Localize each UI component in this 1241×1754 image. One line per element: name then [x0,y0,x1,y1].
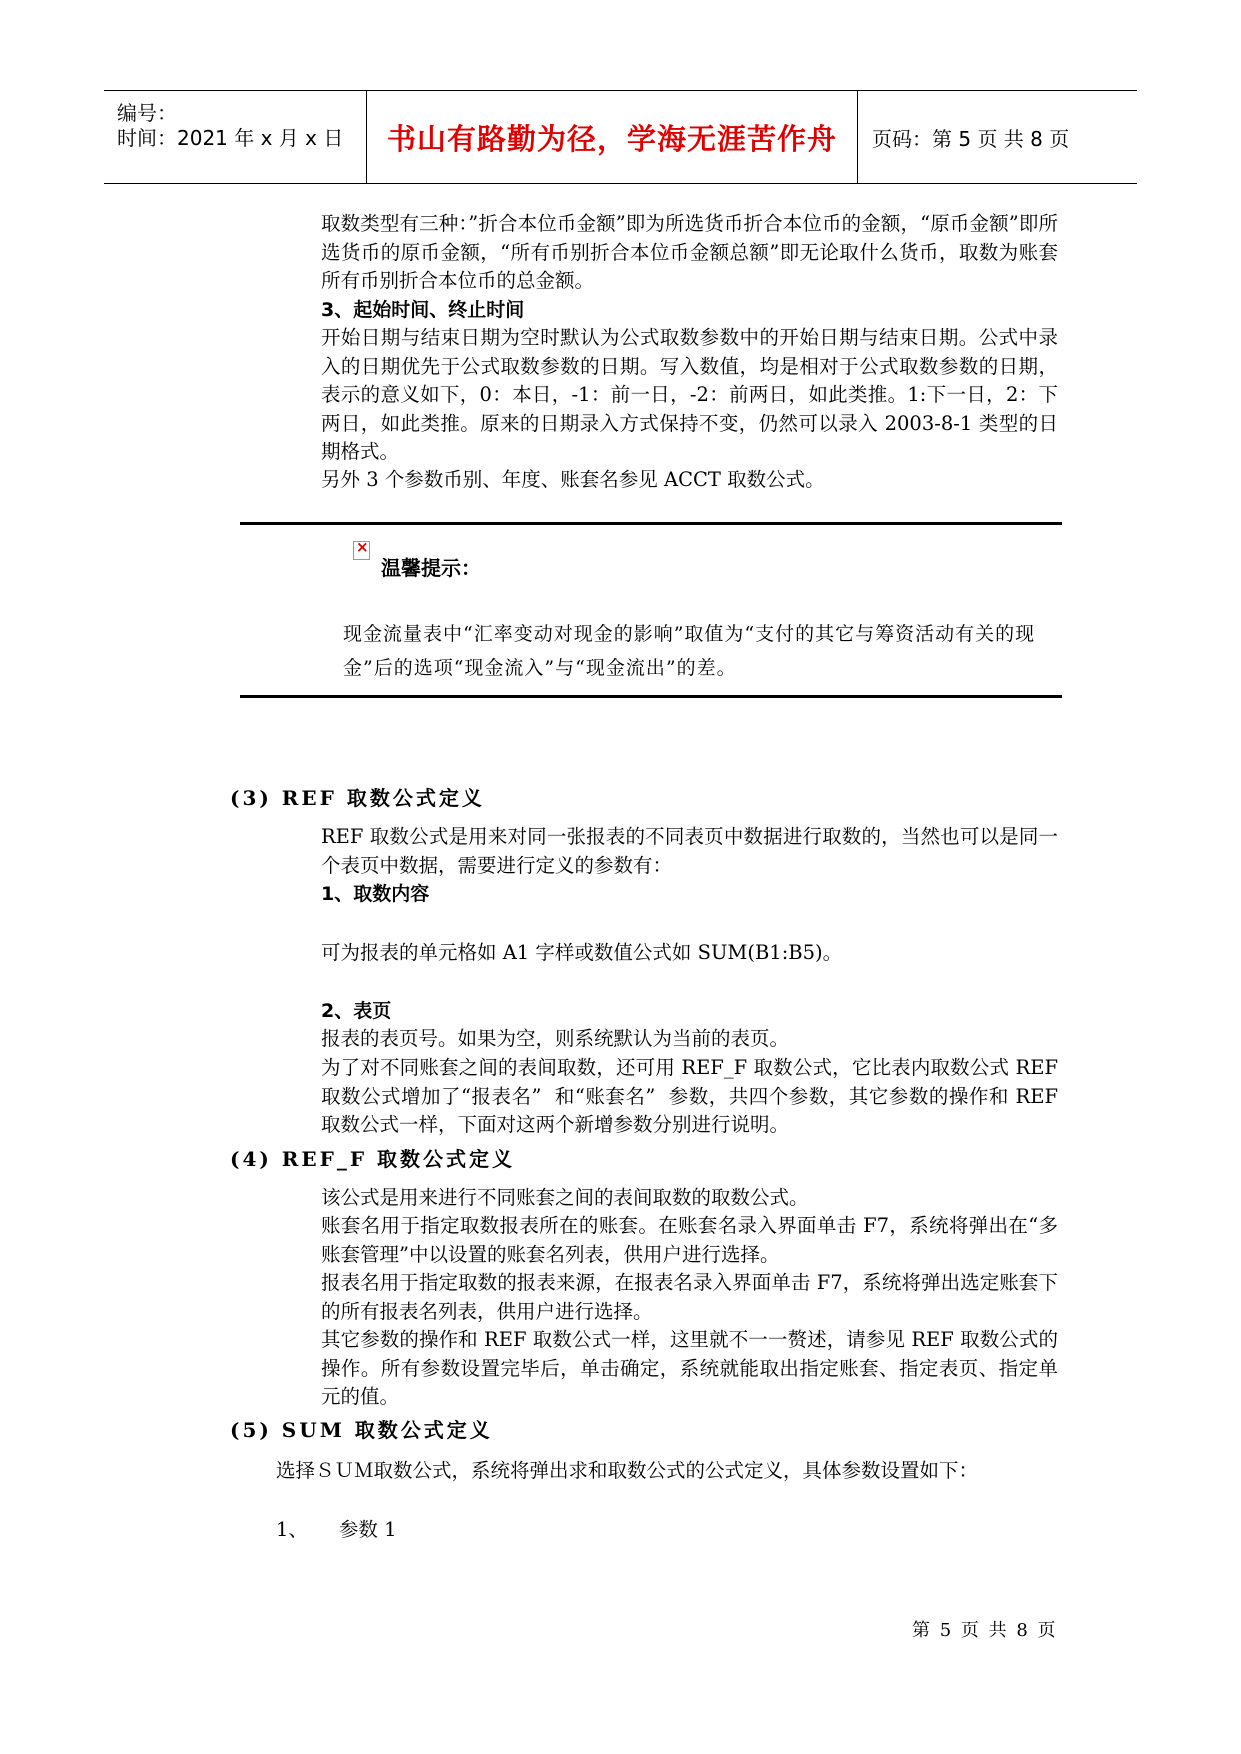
time-paragraph: 开始日期与结束日期为空时默认为公式取数参数中的开始日期与结束日期。公式中录入的日期优先于公式取数参数的日期。写入数值，均是相对于公式取数参数的日期，表示的意义如下，0：本日，-1：前一日，-2：前两日，如此类推。1:下一日，2：下两日，如此类推。原来的日期录入方式保持不变，仍然可以录入 2003-8-1 类型的日期格式。 [321,326,1058,463]
page-footer: 第 5 页 共 8 页 [912,1620,1058,1641]
header-motto-cell [367,91,858,183]
ref-content-body: 可为报表的单元格如 A1 字样或数值公式如 SUM(B1:B5)。 [321,941,843,964]
ref-f-heading: (4) REF_F 取数公式定义 [230,1147,516,1171]
doc-number-label: 编号： [117,101,177,125]
doc-time-label: 时间：2021 年 x 月 x 日 [117,126,344,150]
tip-title: 温馨提示： [381,556,481,580]
ref-f-p3: 报表名用于指定取数的报表来源，在报表名录入界面单击 F7，系统将弹出选定账套下的所有报表名列表，供用户进行选择。 [321,1271,1058,1323]
header-motto: 书山有路勤为径，学海无涯苦作舟 [386,121,837,156]
ref-page-subheading: 2、表页 [321,1000,392,1022]
time-subheading: 3、起始时间、终止时间 [321,299,525,321]
header-page-number: 页码：第 5 页 共 8 页 [872,126,1070,151]
ref-page-body: 报表的表页号。如果为空，则系统默认为当前的表页。 [321,1027,790,1050]
header-meta [104,91,367,183]
ref-content-subheading: 1、取数内容 [321,883,430,905]
fetch-types-paragraph: 取数类型有三种：”折合本位币金额”即为所选货币折合本位币的金额，“原币金额”即所选货币的原币金额，“所有币别折合本位币金额总额”即无论取什么货币，取数为账套所有币别折合本位币的总金额。 [321,212,1058,292]
sum-heading: (5) SUM 取数公式定义 [230,1418,493,1442]
sum-param1: 1、 参数 1 [276,1518,397,1541]
ref-f-note: 为了对不同账套之间的表间取数，还可用 REF_F 取数公式，它比表内取数公式 REF 取数公式增加了“报表名” 和“账套名” 参数，共四个参数，其它参数的操作和 REF 取数公式一样，下面对这两个新增参数分别进行说明。 [321,1056,1065,1136]
ref-heading: (3) REF 取数公式定义 [230,786,485,810]
page-header [104,90,1137,184]
ref-f-p1: 该公式是用来进行不同账套之间的表间取数的取数公式。 [321,1186,809,1209]
tip-bottom-rule [240,695,1062,698]
ref-intro: REF 取数公式是用来对同一张报表的不同表页中数据进行取数的，当然也可以是同一个表页中数据，需要进行定义的参数有： [321,825,1058,877]
ref-f-p4: 其它参数的操作和 REF 取数公式一样，这里就不一一赘述，请参见 REF 取数公式的操作。所有参数设置完毕后，单击确定，系统就能取出指定账套、指定表页、指定单元的值。 [321,1328,1058,1408]
tip-top-rule [240,522,1062,525]
tip-body: 现金流量表中“汇率变动对现金的影响”取值为“支付的其它与筹资活动有关的现金”后的选项“现金流入”与“现金流出”的差。 [343,623,1036,679]
broken-image-icon [353,541,370,560]
other-params-paragraph: 另外 3 个参数币别、年度、账套名参见 ACCT 取数公式。 [321,468,825,491]
ref-f-p2: 账套名用于指定取数报表所在的账套。在账套名录入界面单击 F7，系统将弹出在“多账套管理”中以设置的账套名列表，供用户进行选择。 [321,1214,1058,1266]
header-page-cell [858,91,1137,183]
sum-intro: 选择ＳＵＭ取数公式，系统将弹出求和取数公式的公式定义，具体参数设置如下： [276,1459,979,1482]
